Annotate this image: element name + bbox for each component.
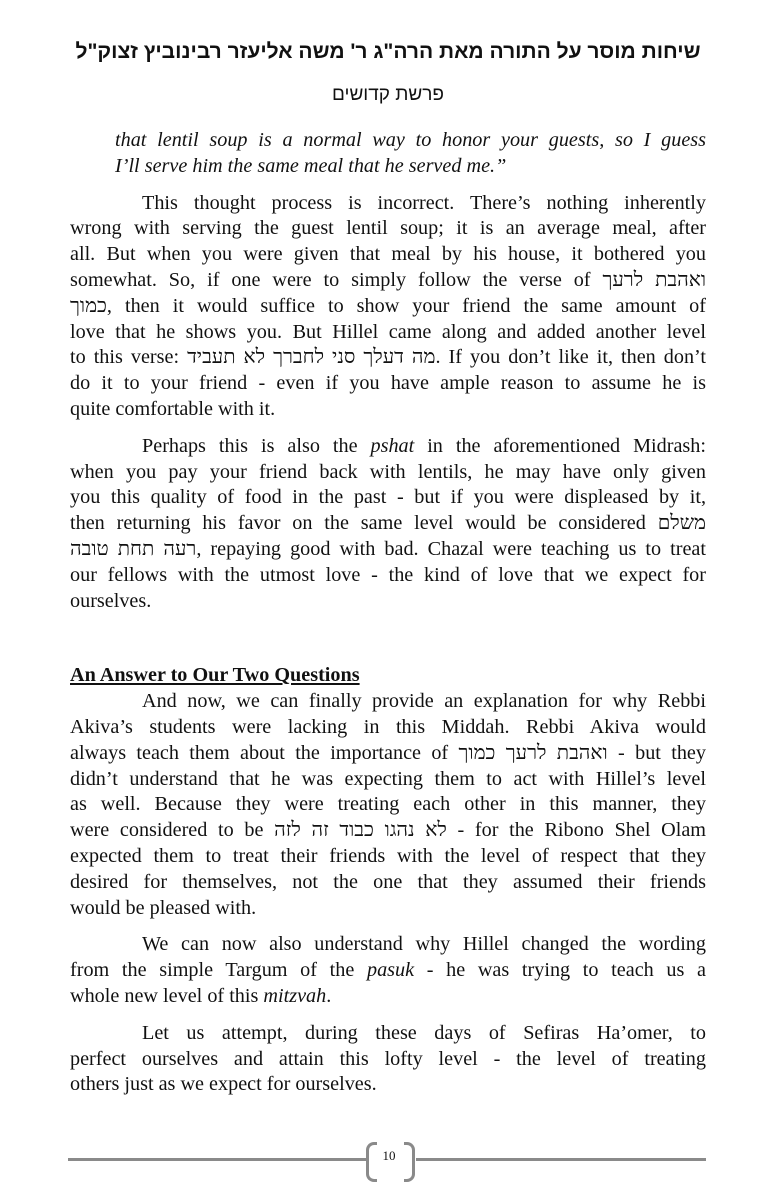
text-line: would be pleased with. (70, 896, 257, 919)
page-number: 10 (382, 1148, 396, 1163)
text-line: all. But when you were given that meal by his house, it bothered you (70, 243, 706, 266)
italic-term: mitzvah (263, 984, 327, 1007)
text-line: desired for themselves, not the one that they assumed their friends (70, 870, 706, 893)
text-line (70, 434, 706, 460)
text-line: you this quality of food in the past - but if you were displeased by it, (70, 486, 706, 509)
text-line: ourselves. (70, 589, 152, 612)
text-line: expected them to treat their friends with the level of respect that they (70, 844, 706, 867)
block-quote (70, 128, 706, 180)
text-line (70, 958, 706, 984)
text-line: were considered to be לא נהגו כבוד זה לזה - for the Ribono Shel Olam (70, 819, 706, 842)
text-line (70, 984, 706, 1010)
italic-term: pshat (370, 434, 415, 457)
text-line: Let us attempt, during these days of Sefiras Ha’omer, to (142, 1021, 706, 1044)
text-line: to this verse: מה דעלך סני לחברך לא תעביד. If you don’t like it, then don’t (70, 346, 707, 369)
text-segment: . (326, 984, 332, 1007)
text-segment: whole new level of this (70, 984, 264, 1007)
text-line: others just as we expect for ourselves. (70, 1073, 377, 1096)
page-footer (68, 1140, 706, 1180)
paragraph (70, 1021, 706, 1098)
text-line: our fellows with the utmost love - the kind of love that we expect for (70, 563, 706, 586)
text-line: always teach them about the importance of ואהבת לרעך כמוך - but they (70, 741, 706, 764)
text-line: Akiva’s students were lacking in this Middah. Rebbi Akiva would (70, 715, 706, 738)
text-line: I’ll serve him the same meal that he served me.” (115, 154, 507, 177)
text-line: then returning his favor on the same level would be considered משלם (70, 512, 706, 535)
text-line: do it to your friend - even if you have ample reason to assume he is (70, 372, 706, 395)
text-line: perfect ourselves and attain this lofty level - the level of treating (70, 1047, 706, 1070)
section-heading: An Answer to Our Two Questions (70, 664, 360, 687)
text-line: that lentil soup is a normal way to honor your guests, so I guess (115, 129, 706, 151)
running-header-parsha: פרשת קדושים (332, 84, 444, 105)
paragraph (70, 434, 706, 615)
text-segment: from the simple Targum of the (70, 959, 367, 982)
text-line: quite comfortable with it. (70, 397, 276, 420)
footer-rule-left (68, 1158, 366, 1161)
text-segment: in the aforementioned Midrash: (414, 434, 706, 457)
text-line: This thought process is incorrect. There’s nothing inherently (142, 191, 706, 214)
text-line: didn’t understand that he was expecting them to act with Hillel’s level (70, 767, 706, 790)
text-line: רעה תחת טובה, repaying good with bad. Chazal were teaching us to treat (70, 537, 706, 560)
page-number-bracket-right (404, 1142, 415, 1182)
running-header-title: שיחות מוסר על התורה מאת הרה"ג ר' משה אליעזר רבינוביץ זצוק"ל (75, 40, 701, 63)
text-line: We can now also understand why Hillel changed the wording (142, 933, 706, 956)
italic-term: pasuk (366, 959, 415, 982)
text-line: love that he shows you. But Hillel came along and added another level (70, 320, 706, 343)
paragraph (70, 932, 706, 1009)
text-line: somewhat. So, if one were to simply follow the verse of ואהבת לרעך (70, 268, 706, 291)
text-line: when you pay your friend back with lentils, he may have only given (70, 460, 706, 483)
paragraph (70, 191, 706, 423)
text-line: כמוך, then it would suffice to show your friend the same amount of (70, 294, 706, 317)
text-line: as well. Because they were treating each other in this manner, they (70, 793, 706, 816)
paragraph (70, 689, 706, 921)
footer-rule-right (416, 1158, 706, 1161)
text-line: wrong with serving the guest lentil soup; it is an average meal, after (70, 217, 706, 240)
text-segment: - he was trying to teach us a (414, 959, 706, 982)
text-line: And now, we can finally provide an explanation for why Rebbi (142, 690, 706, 713)
page-body (70, 128, 706, 1098)
text-segment: Perhaps this is also the (142, 434, 371, 457)
